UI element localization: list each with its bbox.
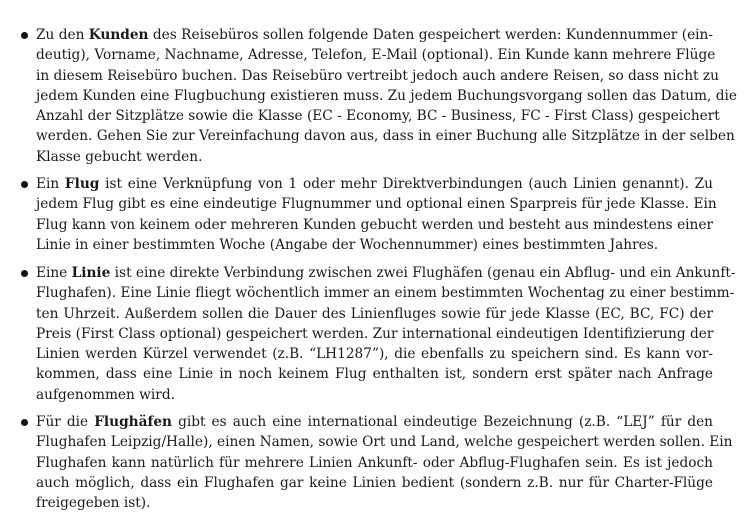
text-line: Zu den Kunden des Reisebüros sollen folgende Daten gespeichert werden: Kundennummer (ein-: [36, 27, 713, 43]
text-line: jedem Kunden eine Flugbuchung existieren muss. Zu jedem Buchungsvorgang sollen das Datum, die: [36, 88, 737, 104]
text-line: Anzahl der Sitzplätze sowie die Klasse (EC - Economy, BC - Business, FC - First Class) gespeichert: [36, 108, 720, 124]
text-line: Flughafen kann natürlich für mehrere Linien Ankunft- oder Abflug-Flughafen sein. Es ist jedoch: [36, 455, 713, 471]
bullet-dot: [21, 181, 28, 188]
text-line: Flug kann von keinem oder mehreren Kunden gebucht werden und besteht aus mindestens einer: [36, 217, 713, 233]
keyword-kunden: Kunden: [88, 27, 149, 43]
bullet-dot: [21, 419, 28, 426]
text-line: auch möglich, dass ein Flughafen gar keine Linien bedient (sondern z.B. nur für Charter-Flüge: [36, 475, 713, 491]
bullet-dot: [21, 32, 28, 39]
text-line: aufgenommen wird.: [36, 387, 175, 403]
text-line: kommen, dass eine Linie in noch keinem Flug enthalten ist, sondern erst später nach Anfrage: [36, 366, 713, 382]
text-line: in diesem Reisebüro buchen. Das Reisebüro vertreibt jedoch auch andere Reisen, so dass nicht zu: [36, 68, 719, 84]
text-line: Preis (First Class optional) gespeichert werden. Zur international eindeutigen Identifizierung der: [36, 326, 714, 342]
text-line: Linie in einer bestimmten Woche (Angabe der Wochennummer) eines bestimmten Jahres.: [36, 237, 659, 253]
keyword-linie: Linie: [71, 265, 111, 281]
text-line: freigegeben ist).: [36, 495, 151, 511]
text-line: Flughafen). Eine Linie fliegt wöchentlich immer an einem bestimmten Wochentag zu einer bestimm-: [36, 285, 735, 301]
text-line: Für die Flughäfen gibt es auch eine international eindeutige Bezeichnung (z.B. “LEJ” für den: [36, 414, 713, 430]
text-line: Ein Flug ist eine Verknüpfung von 1 oder mehr Direktverbindungen (auch Linien genannt). Zu: [36, 176, 713, 192]
text-line: deutig), Vorname, Nachname, Adresse, Telefon, E-Mail (optional). Ein Kunde kann mehrere Flüge: [36, 47, 716, 63]
text-line: Linien werden Kürzel verwendet (z.B. “LH1287”), die ebenfalls zu speichern sind. Es kann vor-: [36, 346, 713, 362]
text-line: werden. Gehen Sie zur Vereinfachung davon aus, dass in einer Buchung alle Sitzplätze in der selben: [36, 128, 735, 144]
text-line: jedem Flug gibt es eine eindeutige Flugnummer und optional einen Sparpreis für jede Klasse. Ein: [36, 196, 717, 212]
text-line: ten Uhrzeit. Außerdem sollen die Dauer des Linienfluges sowie für jede Klasse (EC, BC, FC) der: [36, 306, 713, 322]
text-line: Flughafen Leipzig/Halle), einen Namen, sowie Ort und Land, welche gespeichert werden sollen. Ein: [36, 434, 733, 450]
text-line: Klasse gebucht werden.: [36, 149, 203, 165]
keyword-flug: Flug: [64, 176, 100, 192]
text-line: Eine Linie ist eine direkte Verbindung zwischen zwei Flughäfen (genau ein Abflug- und ein Ankunft-: [36, 265, 736, 281]
bullet-dot: [21, 270, 28, 277]
keyword-flughaefen: Flughäfen: [94, 414, 173, 430]
